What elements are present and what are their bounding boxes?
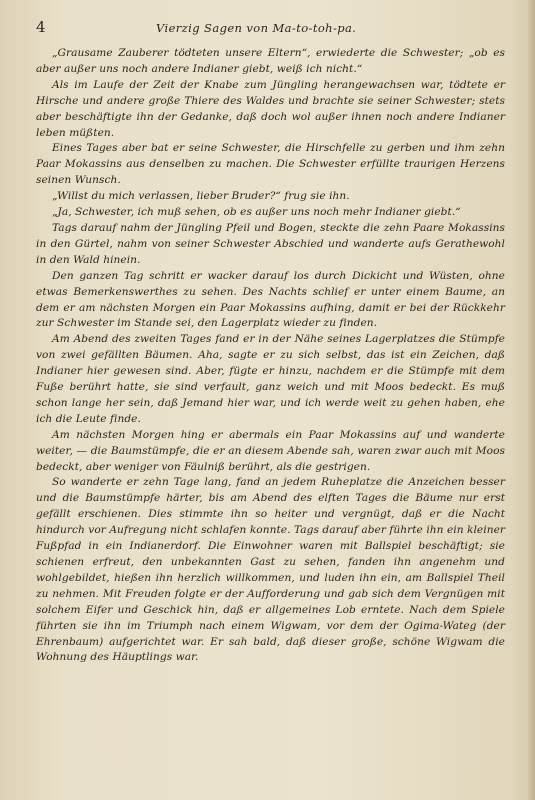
running-title: Vierzig Sagen von Ma-to-toh-pa. xyxy=(156,21,357,35)
paragraph: Am Abend des zweiten Tages fand er in der Nähe seines Lagerplatzes die Stümpfe von zwei gefällten Bäumen. Aha, sagte er zu sich selbst, das ist ein Zeichen, daß Indianer hier gewesen sind. Aber, fügte er hinzu, nachdem er die Stümpfe mit dem Fuße berührt hatte, sie sind verfault, ganz weich und mit Moos bedeckt. Es muß schon lange her sein, daß Jemand hier war, und ich werde weit zu gehen haben, ehe ich die Leute finde. xyxy=(36,333,505,425)
paragraph: „Ja, Schwester, ich muß sehen, ob es außer uns noch mehr Indianer giebt.“ xyxy=(52,206,461,219)
page-number: 4 xyxy=(36,18,46,36)
body-text xyxy=(36,46,505,666)
paragraph: Als im Laufe der Zeit der Knabe zum Jüngling herangewachsen war, tödtete er Hirsche und andere große Thiere des Waldes und brachte sie seiner Schwester; stets aber beschäftigte ihn der Gedanke, daß doch wol außer ihnen noch andere Indianer leben müßten. xyxy=(36,78,505,139)
paragraph: So wanderte er zehn Tage lang, fand an jedem Ruheplatze die Anzeichen besser und die Baumstümpfe härter, bis am Abend des elften Tages die Bäume nur erst gefällt erschienen. Dies stimmte ihn so heiter und vergnügt, daß er die Nacht hindurch vor Aufregung nicht schlafen konnte. Tags darauf aber führte ihn ein kleiner Fußpfad in ein Indianerdorf. Die Einwohner waren mit Ballspiel beschäftigt; sie schienen erfreut, den unbekannten Gast zu sehen, fanden ihn angenehm und wohlgebildet, hießen ihn herzlich willkommen, und luden ihn ein, am Ballspiel Theil zu nehmen. Mit Freuden folgte er der Aufforderung und gab sich dem Vergnügen mit solchem Eifer und Geschick hin, daß er allgemeines Lob erntete. Nach dem Spiele führten sie ihn im Triumph nach einem Wigwam, vor dem der Ogima-Wateg (der Ehrenbaum) aufgerichtet war. Er sah bald, daß dieser große, schöne Wigwam die Wohnung des Häuptlings war. xyxy=(36,476,505,664)
paragraph: „Grausame Zauberer tödteten unsere Eltern“, erwiederte die Schwester; „ob es aber außer uns noch andere Indianer giebt, weiß ich nicht.“ xyxy=(36,47,505,75)
paragraph: Den ganzen Tag schritt er wacker darauf los durch Dickicht und Wüsten, ohne etwas Bemerkenswerthes zu sehen. Des Nachts schlief er unter einem Baume, an dem er am nächsten Morgen ein Paar Mokassins aufhing, damit er bei der Rückkehr zur Schwester im Stande sei, den Lagerplatz wieder zu finden. xyxy=(36,269,505,330)
page-header xyxy=(36,18,505,40)
paragraph: „Willst du mich verlassen, lieber Bruder?“ frug sie ihn. xyxy=(52,190,350,203)
paragraph: Am nächsten Morgen hing er abermals ein Paar Mokassins auf und wanderte weiter, — die Baumstümpfe, die er an diesem Abende sah, waren zwar auch mit Moos bedeckt, aber weniger von Fäulniß berührt, als die gestrigen. xyxy=(36,428,505,473)
paragraph: Eines Tages aber bat er seine Schwester, die Hirschfelle zu gerben und ihm zehn Paar Mokassins aus denselben zu machen. Die Schwester erfüllte traurigen Herzens seinen Wunsch. xyxy=(36,142,505,187)
paragraph: Tags darauf nahm der Jüngling Pfeil und Bogen, steckte die zehn Paare Mokassins in den Gürtel, nahm von seiner Schwester Abschied und wanderte aufs Gerathewohl in den Wald hinein. xyxy=(36,221,505,266)
page-edge-shadow xyxy=(527,0,535,800)
